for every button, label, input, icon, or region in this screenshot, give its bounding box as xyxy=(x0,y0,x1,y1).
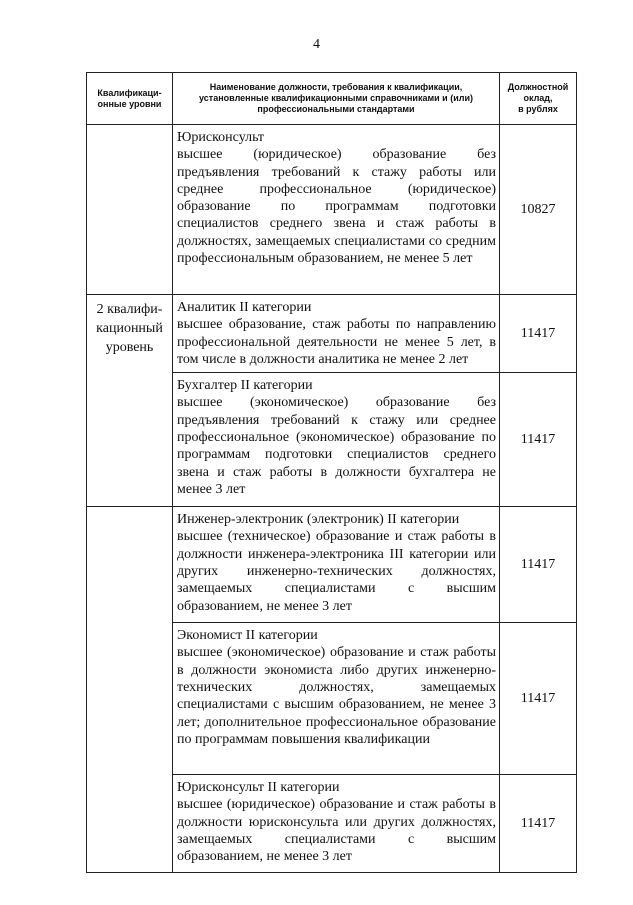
level-cell-empty xyxy=(87,125,173,295)
table-row xyxy=(87,125,577,295)
salary-value: 11417 xyxy=(500,775,577,873)
header-salary: Должностной оклад, в рублях xyxy=(500,73,577,125)
salary-table xyxy=(86,72,577,873)
position-title: Юрисконсульт xyxy=(177,130,265,145)
position-requirements: высшее (юридическое) образование и стаж работы в должности юрисконсульта или других должностях, замещаемых специалистами с высшим образованием, не менее 3 лет xyxy=(177,797,496,865)
position-title: Инженер-электроник (электроник) II категории xyxy=(177,512,460,528)
position-description xyxy=(173,775,500,873)
salary-value: 11417 xyxy=(500,295,577,373)
salary-value: 10827 xyxy=(500,125,577,295)
position-title: Аналитик II категории xyxy=(177,300,312,315)
header-qualification-levels: Квалификаци- онные уровни xyxy=(87,73,173,125)
salary-value: 11417 xyxy=(500,623,577,775)
position-description xyxy=(173,295,500,373)
table-row xyxy=(87,507,577,623)
salary-value: 11417 xyxy=(500,373,577,507)
header-position-requirements: Наименование должности, требования к квалификации, установленные квалификационными справочниками и (или) профессиональными стандартами xyxy=(173,73,500,125)
position-requirements: высшее образование, стаж работы по направлению профессиональной деятельности не менее 5 лет, в том числе в должности аналитика не менее 2 лет xyxy=(177,317,496,367)
position-requirements: высшее (юридическое) образование без предъявления требований к стажу работы или среднее профессиональное (юридическое) образование по программам подготовки специалистов среднего звена и стаж работы в должностях, замещаемых специалистами со средним профессиональным образованием, не менее 5 лет xyxy=(177,147,496,267)
level-cell-empty xyxy=(87,507,173,873)
position-description xyxy=(173,623,500,775)
page-number: 4 xyxy=(313,37,320,52)
position-description xyxy=(173,373,500,507)
position-description xyxy=(173,125,500,295)
table-header-row xyxy=(87,73,577,125)
position-title: Юрисконсульт II категории xyxy=(177,780,340,796)
position-title: Экономист II категории xyxy=(177,628,318,644)
position-title: Бухгалтер II категории xyxy=(177,378,313,394)
qualification-level-label: 2 квалифи- кационный уровень xyxy=(87,295,173,507)
position-requirements: высшее (экономическое) образование без предъявления требований к стажу или среднее профессиональное (экономическое) образование по программам подготовки специалистов среднего звена и стаж работы в должности бухгалтера не менее 3 лет xyxy=(177,395,496,497)
salary-value: 11417 xyxy=(500,507,577,623)
table-row xyxy=(87,295,577,373)
position-requirements: высшее (техническое) образование и стаж работы в должности инженера-электроника III категории или других инженерно-технических должностях, замещаемых специалистами с высшим образованием, не менее 3 лет xyxy=(177,529,496,614)
position-description xyxy=(173,507,500,623)
position-requirements: высшее (экономическое) образование и стаж работы в должности экономиста либо других инженерно-технических должностях, замещаемых специалистами с высшим образованием, не менее 3 лет; дополнительное профессиональное образование по программам повышения квалификации xyxy=(177,645,496,747)
